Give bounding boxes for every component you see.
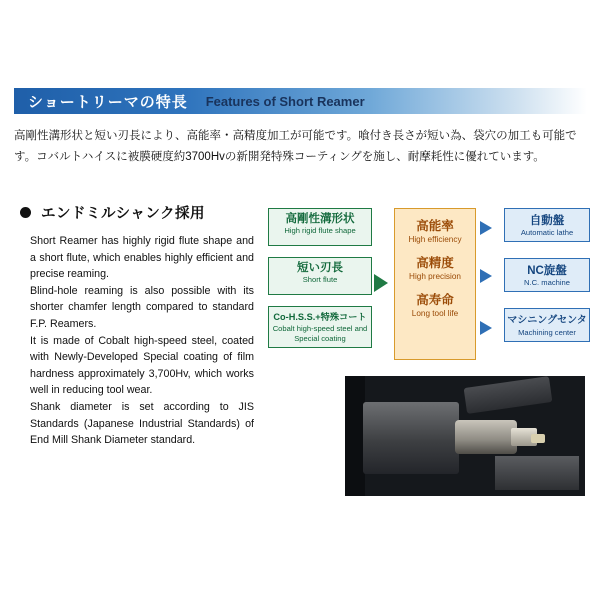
machine-photo	[345, 376, 585, 496]
arrow-right-blue-1-icon	[480, 221, 492, 235]
arrow-right-green-icon	[374, 274, 388, 292]
photo-spindle	[455, 420, 517, 454]
photo-machine-arm	[464, 376, 553, 414]
intro-paragraph: 高剛性溝形状と短い刃長により、高能率・高精度加工が可能です。喰付き長さが短い為、袋穴の加工も可能です。コバルトハイスに被膜硬度約3700Hvの新開発特殊コーティングを施し、耐摩耗性に優れています。	[14, 130, 577, 163]
feature-box-2-jp: 短い刃長	[297, 262, 343, 274]
application-box-3	[504, 308, 590, 342]
photo-machine-table	[495, 456, 579, 490]
body-paragraph-2: Blind-hole reaming is also possible with its shorter chamfer length compared to standard F.P. Reamers.	[30, 284, 254, 330]
benefit-item-3-en: Long tool life	[411, 309, 459, 318]
body-paragraph-1: Short Reamer has highly rigid flute shape and a short flute, which enables highly efficient and precise reaming.	[30, 235, 254, 281]
benefit-item-2-jp: 高精度	[416, 256, 454, 270]
feature-box-2	[268, 257, 372, 295]
section-heading-label: エンドミルシャンク採用	[41, 206, 206, 222]
benefit-column	[394, 208, 476, 360]
feature-box-1	[268, 208, 372, 246]
application-box-2	[504, 258, 590, 292]
application-box-1-en: Automatic lathe	[520, 228, 574, 237]
application-box-2-jp: NC旋盤	[527, 265, 567, 277]
benefit-item-1-jp: 高能率	[416, 219, 454, 233]
application-box-1-jp: 自動盤	[529, 215, 565, 227]
photo-highlight	[531, 434, 545, 443]
benefit-item-3	[395, 292, 475, 319]
benefit-item-1-en: High efficiency	[408, 235, 462, 244]
arrow-right-blue-2-icon	[480, 269, 492, 283]
benefit-item-2-en: High precision	[409, 272, 461, 281]
application-box-3-en: Machining center	[518, 328, 576, 337]
photo-machine-body	[363, 402, 459, 474]
arrow-right-blue-3-icon	[480, 321, 492, 335]
body-paragraph-3: It is made of Cobalt high-speed steel, coated with Newly-Developed Special coating of film hardness approximately 3,700Hv, which works well in reducing tool wear.	[30, 334, 254, 397]
photo-shadow-left	[345, 376, 365, 496]
application-box-3-jp: マシニングセンタ	[507, 315, 587, 326]
body-paragraph-4: Shank diameter is set according to JIS Standards (Japanese Industrial Standards) of End Mill Shank Diameter standard.	[30, 400, 254, 447]
feature-box-2-en: Short flute	[302, 275, 338, 284]
section-banner	[14, 88, 587, 114]
feature-box-1-jp: 高剛性溝形状	[285, 213, 355, 225]
feature-box-1-en: High rigid flute shape	[284, 226, 356, 235]
bullet-icon	[20, 207, 31, 218]
feature-box-3	[268, 306, 372, 348]
benefit-item-3-jp: 高寿命	[416, 293, 454, 307]
benefit-item-1	[395, 218, 475, 245]
benefit-item-2	[395, 255, 475, 282]
features-flow-diagram	[268, 208, 590, 368]
feature-box-3-en: Cobalt high-speed steel and Special coating	[272, 324, 368, 343]
section-heading	[20, 202, 205, 223]
body-text-block	[30, 233, 254, 449]
application-box-2-en: N.C. machine	[523, 278, 570, 287]
application-box-1	[504, 208, 590, 242]
banner-title-en: Features of Short Reamer	[205, 93, 365, 109]
feature-column	[268, 208, 372, 359]
application-column	[504, 208, 590, 358]
feature-box-3-jp: Co-H.S.S.+特殊コート	[273, 312, 367, 322]
banner-title-jp: ショートリーマの特長	[28, 93, 188, 111]
